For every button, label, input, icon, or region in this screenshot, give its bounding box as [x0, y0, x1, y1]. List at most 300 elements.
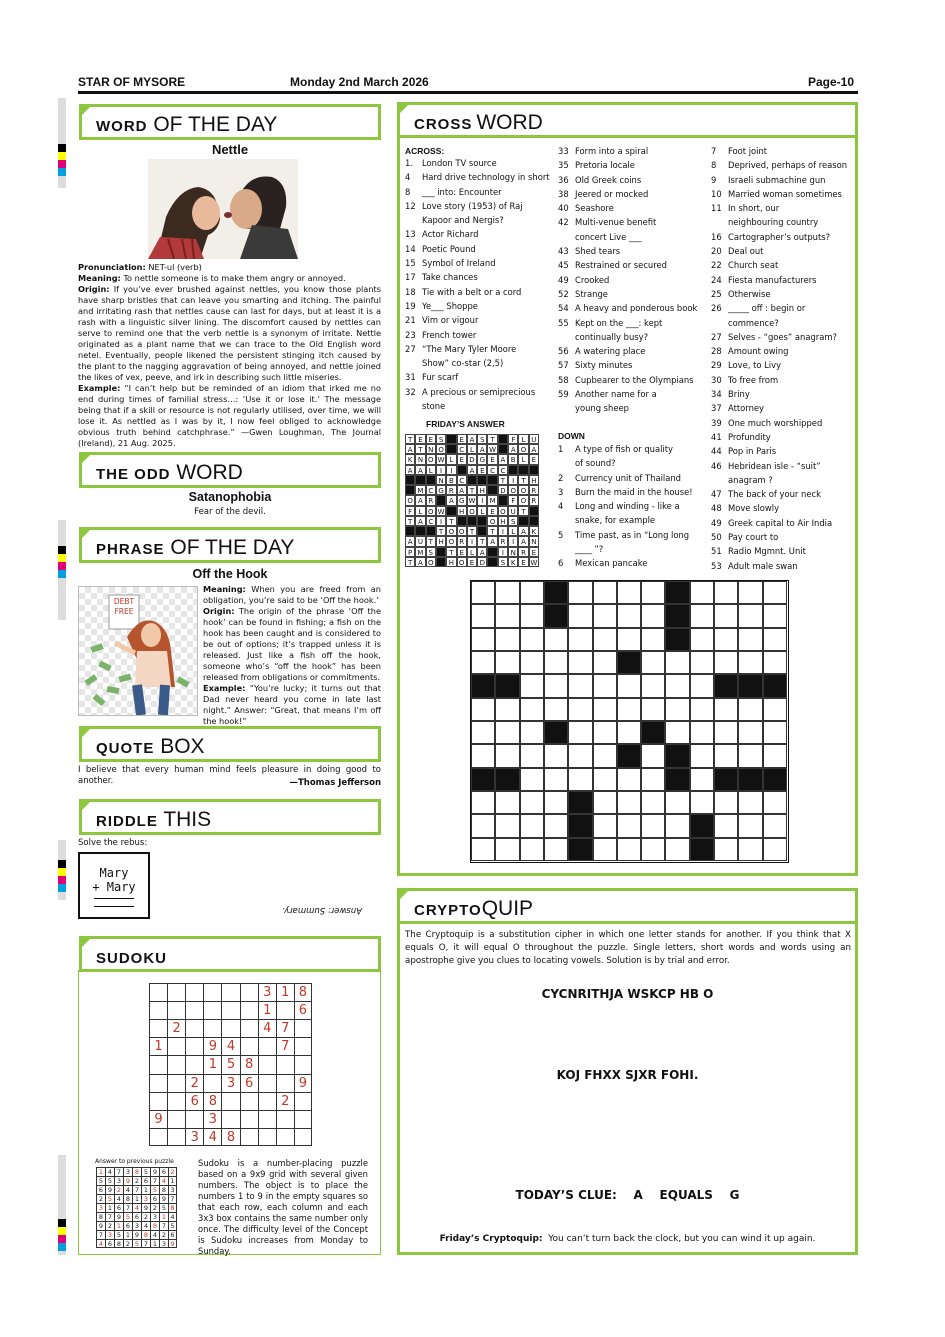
crossword-cell[interactable] — [714, 768, 738, 791]
answer-cell — [467, 475, 477, 485]
sudoku-cell[interactable] — [221, 1001, 239, 1019]
crossword-cell[interactable] — [471, 581, 495, 604]
answer-cell — [529, 465, 539, 475]
sudoku-cell[interactable] — [149, 1055, 167, 1073]
answer-cell: 8 — [132, 1167, 141, 1176]
crossword-cell[interactable] — [665, 604, 689, 627]
crossword-cell[interactable] — [520, 721, 544, 744]
crossword-cell[interactable] — [520, 698, 544, 721]
sudoku-cell[interactable]: 1 — [203, 1055, 221, 1073]
crossword-cell[interactable] — [544, 698, 568, 721]
sudoku-cell[interactable]: 4 — [258, 1019, 276, 1037]
sudoku-cell[interactable] — [221, 1019, 239, 1037]
answer-cell: R — [529, 495, 539, 505]
crossword-cell[interactable] — [714, 814, 738, 837]
clue — [405, 242, 553, 256]
crossword-cell[interactable] — [471, 768, 495, 791]
crossword-cell[interactable] — [471, 674, 495, 697]
clue-text: Show” co-star (2,5) — [422, 358, 504, 369]
crossword-cell[interactable] — [738, 744, 762, 767]
crossword-cell[interactable] — [544, 628, 568, 651]
answer-cell: W — [437, 507, 445, 516]
sudoku-cell[interactable] — [149, 1092, 167, 1110]
sudoku-cell[interactable] — [258, 1110, 276, 1128]
answer-cell: T — [436, 526, 446, 536]
crossword-cell[interactable] — [495, 768, 519, 791]
crossword-cell[interactable] — [544, 768, 568, 791]
crossword-cell[interactable] — [544, 814, 568, 837]
crossword-cell[interactable] — [568, 814, 592, 837]
quote-title-big: BOX — [160, 735, 205, 758]
clue-number: 23 — [405, 329, 416, 340]
crossword-cell[interactable] — [520, 791, 544, 814]
registration-bar — [58, 520, 66, 620]
crossword-cell[interactable] — [763, 628, 787, 651]
sudoku-cell[interactable]: 8 — [221, 1128, 239, 1146]
crossword-cell[interactable] — [617, 651, 641, 674]
sudoku-cell[interactable] — [167, 1092, 185, 1110]
answer-cell: N — [436, 475, 446, 485]
answer-cell: T — [518, 475, 528, 485]
crossword-cell[interactable] — [544, 581, 568, 604]
crossword-cell[interactable] — [641, 651, 665, 674]
crossword-cell[interactable] — [568, 791, 592, 814]
sudoku-cell[interactable] — [240, 1001, 258, 1019]
answer-cell: S — [436, 434, 446, 444]
sudoku-cell[interactable] — [276, 1074, 294, 1092]
sudoku-cell[interactable] — [221, 983, 239, 1001]
crossword-cell[interactable] — [593, 581, 617, 604]
answer-cell: F — [405, 506, 415, 516]
crossword-cell[interactable] — [714, 838, 738, 861]
sudoku-cell[interactable] — [149, 1019, 167, 1037]
crossword-cell[interactable] — [568, 674, 592, 697]
sudoku-cell[interactable] — [294, 1037, 312, 1055]
sudoku-cell[interactable]: 5 — [221, 1055, 239, 1073]
clue — [711, 344, 856, 358]
crossword-cell[interactable] — [520, 651, 544, 674]
sudoku-cell[interactable] — [276, 1110, 294, 1128]
sudoku-cell[interactable]: 6 — [185, 1092, 203, 1110]
sudoku-cell[interactable] — [258, 1055, 276, 1073]
crossword-cell[interactable] — [665, 744, 689, 767]
sudoku-cell[interactable] — [167, 1037, 185, 1055]
sudoku-cell[interactable]: 9 — [149, 1110, 167, 1128]
header-rule — [78, 91, 858, 94]
sudoku-cell[interactable] — [167, 1055, 185, 1073]
crossword-cell[interactable] — [520, 768, 544, 791]
sudoku-cell[interactable] — [185, 1110, 203, 1128]
sudoku-cell[interactable] — [185, 1037, 203, 1055]
crossword-cell[interactable] — [568, 581, 592, 604]
registration-bar — [58, 98, 66, 188]
crossword-cell[interactable] — [520, 628, 544, 651]
crossword-cell[interactable] — [714, 628, 738, 651]
answer-cell: A — [487, 536, 497, 546]
crossword-cell[interactable] — [471, 721, 495, 744]
crossword-cell[interactable] — [690, 768, 714, 791]
sudoku-cell[interactable] — [185, 1055, 203, 1073]
sudoku-cell[interactable] — [240, 1092, 258, 1110]
sudoku-cell[interactable] — [149, 1074, 167, 1092]
crossword-cell[interactable] — [495, 791, 519, 814]
sudoku-cell[interactable] — [258, 1037, 276, 1055]
crossword-cell[interactable] — [714, 698, 738, 721]
crossword-cell[interactable] — [714, 721, 738, 744]
crossword-cell[interactable] — [593, 628, 617, 651]
clue — [558, 387, 706, 401]
answer-cell: 1 — [168, 1176, 177, 1185]
answer-cell — [405, 526, 415, 536]
sudoku-cell[interactable] — [203, 1001, 221, 1019]
sudoku-cell[interactable] — [276, 1001, 294, 1019]
sudoku-cell[interactable] — [149, 1001, 167, 1019]
clue-number: 57 — [558, 360, 569, 371]
crossword-cell[interactable] — [544, 721, 568, 744]
clue — [405, 199, 553, 213]
answer-cell: O — [426, 557, 436, 567]
crossword-cell[interactable] — [495, 581, 519, 604]
sudoku-cell[interactable] — [258, 1092, 276, 1110]
crossword-cell[interactable] — [568, 651, 592, 674]
crossword-cell[interactable] — [544, 838, 568, 861]
clue-text: Mexican pancake — [575, 558, 648, 569]
crossword-cell[interactable] — [690, 791, 714, 814]
crossword-cell[interactable] — [738, 768, 762, 791]
crossword-cell[interactable] — [763, 838, 787, 861]
crossword-cell[interactable] — [641, 604, 665, 627]
crossword-cell[interactable] — [641, 721, 665, 744]
crossword-cell[interactable] — [617, 698, 641, 721]
sudoku-cell[interactable] — [240, 1037, 258, 1055]
sudoku-cell[interactable] — [240, 1128, 258, 1146]
crossword-cell[interactable] — [738, 651, 762, 674]
sudoku-cell[interactable]: 4 — [221, 1037, 239, 1055]
crossword-cell[interactable] — [568, 744, 592, 767]
crossword-cell[interactable] — [690, 674, 714, 697]
sudoku-cell[interactable] — [221, 1110, 239, 1128]
crossword-cell[interactable] — [568, 698, 592, 721]
crossword-cell[interactable] — [471, 744, 495, 767]
crossword-cell[interactable] — [593, 744, 617, 767]
sudoku-cell[interactable]: 2 — [185, 1074, 203, 1092]
crossword-cell[interactable] — [495, 604, 519, 627]
crossword-cell[interactable] — [763, 581, 787, 604]
answer-cell: A — [415, 465, 425, 475]
sudoku-cell[interactable]: 3 — [185, 1128, 203, 1146]
crossword-cell[interactable] — [495, 744, 519, 767]
sudoku-cell[interactable]: 6 — [294, 1001, 312, 1019]
crossword-cell[interactable] — [641, 838, 665, 861]
crossword-cell[interactable] — [665, 698, 689, 721]
crossword-cell[interactable] — [690, 628, 714, 651]
answer-cell: T — [467, 485, 477, 495]
sudoku-cell[interactable]: 3 — [221, 1074, 239, 1092]
crossword-cell[interactable] — [641, 698, 665, 721]
sudoku-cell[interactable]: 7 — [276, 1019, 294, 1037]
answer-cell: D — [477, 557, 487, 567]
sudoku-cell[interactable] — [185, 983, 203, 1001]
answer-cell — [487, 557, 497, 567]
crossword-cell[interactable] — [690, 814, 714, 837]
crossword-cell[interactable] — [738, 628, 762, 651]
sudoku-cell[interactable] — [167, 983, 185, 1001]
crossword-cell[interactable] — [641, 768, 665, 791]
crossword-cell[interactable] — [617, 768, 641, 791]
crossword-cell[interactable] — [641, 791, 665, 814]
crossword-cell[interactable] — [763, 768, 787, 791]
crossword-cell[interactable] — [763, 651, 787, 674]
crossword-cell[interactable] — [665, 721, 689, 744]
crossword-cell[interactable] — [520, 744, 544, 767]
sudoku-cell[interactable] — [258, 1128, 276, 1146]
crossword-cell[interactable] — [738, 791, 762, 814]
crossword-cell[interactable] — [593, 698, 617, 721]
crossword-cell[interactable] — [714, 651, 738, 674]
answer-cell: 1 — [150, 1239, 159, 1248]
sudoku-cell[interactable]: 6 — [240, 1074, 258, 1092]
crossword-cell[interactable] — [471, 838, 495, 861]
crossword-cell[interactable] — [617, 721, 641, 744]
sudoku-cell[interactable]: 8 — [294, 983, 312, 1001]
clue-text: neighbouring country — [728, 217, 819, 228]
sudoku-cell[interactable] — [203, 1074, 221, 1092]
crossword-cell[interactable] — [495, 698, 519, 721]
crossword-cell[interactable] — [520, 674, 544, 697]
crossword-cell[interactable] — [763, 698, 787, 721]
crossword-cell[interactable] — [763, 791, 787, 814]
crossword-cell[interactable] — [690, 604, 714, 627]
clue — [711, 201, 856, 215]
crossword-cell[interactable] — [665, 628, 689, 651]
sudoku-cell[interactable] — [167, 1074, 185, 1092]
answer-cell: O — [426, 454, 436, 464]
sudoku-cell[interactable] — [240, 1019, 258, 1037]
crossword-cell[interactable] — [617, 581, 641, 604]
sudoku-cell[interactable]: 8 — [203, 1092, 221, 1110]
crossword-cell[interactable] — [665, 768, 689, 791]
crossword-cell[interactable] — [593, 674, 617, 697]
answer-cell: L — [426, 465, 436, 475]
sudoku-cell[interactable]: 4 — [203, 1128, 221, 1146]
answer-cell: H — [498, 516, 508, 526]
crossword-cell[interactable] — [641, 581, 665, 604]
crossword-cell[interactable] — [641, 814, 665, 837]
crossword-cell[interactable] — [690, 581, 714, 604]
crossword-cell[interactable] — [690, 698, 714, 721]
crossword-cell[interactable] — [593, 721, 617, 744]
answer-cell: 7 — [105, 1212, 114, 1221]
sudoku-cell[interactable] — [240, 1110, 258, 1128]
crossword-cell[interactable] — [593, 651, 617, 674]
crossword-cell[interactable] — [690, 721, 714, 744]
crossword-cell[interactable] — [617, 814, 641, 837]
crossword-cell[interactable] — [520, 814, 544, 837]
crossword-cell[interactable] — [763, 744, 787, 767]
crossword-cell[interactable] — [763, 721, 787, 744]
crossword-cell[interactable] — [593, 791, 617, 814]
crossword-cell[interactable] — [495, 628, 519, 651]
crossword-cell[interactable] — [738, 674, 762, 697]
crossword-cell[interactable] — [665, 814, 689, 837]
crossword-cell[interactable] — [617, 628, 641, 651]
sudoku-cell[interactable] — [167, 1001, 185, 1019]
crossword-cell[interactable] — [714, 674, 738, 697]
sudoku-cell[interactable]: 2 — [167, 1019, 185, 1037]
clue-number: 59 — [558, 389, 569, 400]
crossword-cell[interactable] — [544, 651, 568, 674]
sudoku-cell[interactable] — [258, 1074, 276, 1092]
crossword-cell[interactable] — [593, 814, 617, 837]
crossword-cell[interactable] — [641, 744, 665, 767]
sudoku-cell[interactable] — [167, 1110, 185, 1128]
crossword-cell[interactable] — [738, 698, 762, 721]
rebus-line-2: + Mary — [92, 880, 136, 894]
sudoku-cell[interactable] — [294, 1128, 312, 1146]
crossword-cell[interactable] — [471, 604, 495, 627]
crossword-cell[interactable] — [495, 674, 519, 697]
answer-cell: A — [529, 444, 539, 454]
crossword-cell[interactable] — [763, 674, 787, 697]
answer-cell: W — [530, 558, 538, 567]
crossword-cell[interactable] — [544, 744, 568, 767]
crossword-cell[interactable] — [617, 791, 641, 814]
crossword-cell[interactable] — [568, 628, 592, 651]
crossword-cell[interactable] — [471, 698, 495, 721]
answer-cell: E — [467, 557, 477, 567]
crossword-cell[interactable] — [690, 744, 714, 767]
answer-cell: O — [508, 485, 518, 495]
answer-cell: 8 — [114, 1239, 123, 1248]
crossword-cell[interactable] — [471, 791, 495, 814]
crossword-cell[interactable] — [714, 791, 738, 814]
crossword-cell[interactable] — [665, 674, 689, 697]
sudoku-cell[interactable] — [294, 1092, 312, 1110]
cryptoquip-line-2: KOJ FHXX SJXR FOHI. — [556, 1068, 699, 1082]
sudoku-cell[interactable] — [276, 1055, 294, 1073]
crossword-cell[interactable] — [593, 838, 617, 861]
riddle-prompt: Solve the rebus: — [78, 838, 148, 848]
answer-cell: L — [518, 454, 528, 464]
crossword-cell[interactable] — [617, 674, 641, 697]
crossword-cell[interactable] — [495, 814, 519, 837]
answer-cell — [446, 434, 456, 444]
crossword-cell[interactable] — [495, 721, 519, 744]
sudoku-cell[interactable] — [203, 983, 221, 1001]
crossword-cell[interactable] — [714, 581, 738, 604]
crossword-cell[interactable] — [738, 814, 762, 837]
crossword-cell[interactable] — [568, 768, 592, 791]
crossword-cell[interactable] — [544, 791, 568, 814]
sudoku-cell[interactable] — [276, 1128, 294, 1146]
sudoku-title: SUDOKU — [96, 950, 168, 967]
crossword-cell[interactable] — [665, 791, 689, 814]
sudoku-cell[interactable]: 9 — [294, 1074, 312, 1092]
down-label: DOWN — [558, 431, 585, 441]
crossword-cell[interactable] — [641, 628, 665, 651]
sudoku-cell[interactable] — [149, 983, 167, 1001]
sudoku-cell[interactable] — [240, 983, 258, 1001]
crossword-cell[interactable] — [763, 814, 787, 837]
sudoku-cell[interactable]: 2 — [276, 1092, 294, 1110]
crossword-cell[interactable] — [738, 721, 762, 744]
answer-cell: 7 — [132, 1185, 141, 1194]
crossword-cell[interactable] — [568, 604, 592, 627]
sudoku-cell[interactable]: 1 — [258, 1001, 276, 1019]
answer-cell: I — [477, 495, 487, 505]
crossword-cell[interactable] — [690, 838, 714, 861]
clue-number: 48 — [711, 503, 722, 514]
sudoku-cell[interactable]: 1 — [276, 983, 294, 1001]
crossword-cell[interactable] — [593, 768, 617, 791]
crossword-cell[interactable] — [520, 604, 544, 627]
crossword-cell[interactable] — [520, 581, 544, 604]
clue-text: Profundity — [728, 431, 771, 442]
crossword-cell[interactable] — [738, 604, 762, 627]
sudoku-answer-label: Answer to previous puzzle — [95, 1158, 174, 1165]
sudoku-cell[interactable] — [185, 1019, 203, 1037]
crossword-cell[interactable] — [520, 838, 544, 861]
sudoku-cell[interactable]: 7 — [276, 1037, 294, 1055]
clue-number: 50 — [711, 532, 722, 543]
crossword-cell[interactable] — [763, 604, 787, 627]
answer-cell: 6 — [159, 1167, 168, 1176]
crossword-cell[interactable] — [714, 604, 738, 627]
crossword-cell[interactable] — [665, 581, 689, 604]
sudoku-cell[interactable] — [167, 1128, 185, 1146]
sudoku-cell[interactable]: 8 — [240, 1055, 258, 1073]
sudoku-cell[interactable] — [294, 1110, 312, 1128]
crossword-cell[interactable] — [471, 651, 495, 674]
sudoku-cell[interactable]: 3 — [203, 1110, 221, 1128]
clue — [711, 487, 856, 501]
sudoku-cell[interactable] — [294, 1019, 312, 1037]
crossword-cell[interactable] — [738, 581, 762, 604]
crossword-cell[interactable] — [568, 838, 592, 861]
crossword-cell[interactable] — [690, 651, 714, 674]
answer-cell: 2 — [96, 1194, 105, 1203]
answer-cell: K — [508, 557, 518, 567]
crossword-cell[interactable] — [568, 721, 592, 744]
crossword-cell[interactable] — [544, 674, 568, 697]
crossword-cell[interactable] — [665, 838, 689, 861]
crossword-cell[interactable] — [471, 628, 495, 651]
crossword-cell[interactable] — [544, 604, 568, 627]
crossword-cell[interactable] — [617, 838, 641, 861]
crossword-cell[interactable] — [617, 744, 641, 767]
answer-cell: 6 — [114, 1203, 123, 1212]
crossword-cell[interactable] — [495, 838, 519, 861]
crossword-cell[interactable] — [665, 651, 689, 674]
sudoku-cell[interactable]: 1 — [149, 1037, 167, 1055]
sudoku-cell[interactable] — [149, 1128, 167, 1146]
sudoku-cell[interactable] — [203, 1019, 221, 1037]
crossword-cell[interactable] — [738, 838, 762, 861]
crossword-cell[interactable] — [471, 814, 495, 837]
crossword-cell[interactable] — [617, 604, 641, 627]
sudoku-cell[interactable] — [221, 1092, 239, 1110]
crossword-cell[interactable] — [593, 604, 617, 627]
crossword-cell[interactable] — [495, 651, 519, 674]
answer-cell: T — [415, 444, 425, 454]
sudoku-cell[interactable] — [294, 1055, 312, 1073]
clue — [711, 316, 856, 330]
crossword-cell[interactable] — [714, 744, 738, 767]
sudoku-cell[interactable]: 3 — [258, 983, 276, 1001]
sudoku-cell[interactable]: 9 — [203, 1037, 221, 1055]
sudoku-cell[interactable] — [185, 1001, 203, 1019]
crossword-cell[interactable] — [641, 674, 665, 697]
